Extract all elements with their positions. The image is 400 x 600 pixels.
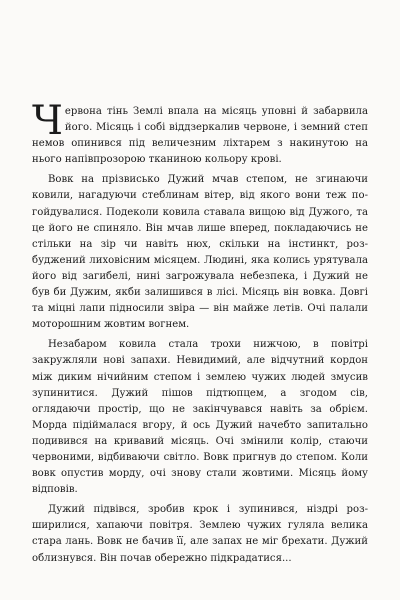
paragraph-1-text: ервона тінь Землі впала на місяць уповні й забарвила його. Місяць і собі віддзеркалив червоне, і земний степ немов опинився під величезним ліхтарем з накинутою на нього напівпрозорою тканиною кольору крові. — [32, 106, 368, 166]
drop-cap: Ч — [32, 98, 63, 144]
paragraph-2: Вовк на прізвисько Дужий мчав степом, не згинаючи ковили, нагадуючи стеблинам вітер, від якого вони теж погойдувалися. Подеколи ковила ставала вищою від Дужого, та це його не спиняло. Він мчав лише вперед, покладаючись не стільки на зір чи навіть нюх, скільки на інстинкт, розбуджений лиховісним місяцем. Людині, яка колись урятувала його від загибелі, нині загрожувала небезпека, і Дужий не був би Дужим, якби залишився в лісі. Місяць він вовка. Довгі та міцні лапи підносили звіра — він майже летів. Очі палали моторошним жовтим вогнем. — [32, 174, 368, 331]
paragraph-3: Незабаром ковила стала трохи нижчою, в повітрі закружляли нові запахи. Невидимий, але відчутний кордон між диким нічийним степом і землею чужих людей змусив зупинитися. Дужий пішов підтюпцем, а згодом сів, оглядаючи простір, що не закінчувався навіть за обрієм. Морда підіймалася вгору, й ось Дужий начебто запитально подивився на кривавий місяць. Очі змінили колір, стаючи червоними, відбиваючи світло. Вовк пригнув до степом. Коли вовк опустив морду, очі знову стали жовтими. Місяць йому відповів. — [32, 339, 368, 496]
paragraph-4: Дужий підвівся, зробив крок і зупинився, ніздрі розширилися, хапаючи повітря. Землею чужих гуляла велика стара лань. Вовк не бачив її, але запах не міг брехати. Дужий облизнувся. Він почав обережно підкрадатися... — [32, 504, 368, 564]
paragraph-1 — [32, 98, 368, 168]
book-page — [32, 98, 368, 571]
